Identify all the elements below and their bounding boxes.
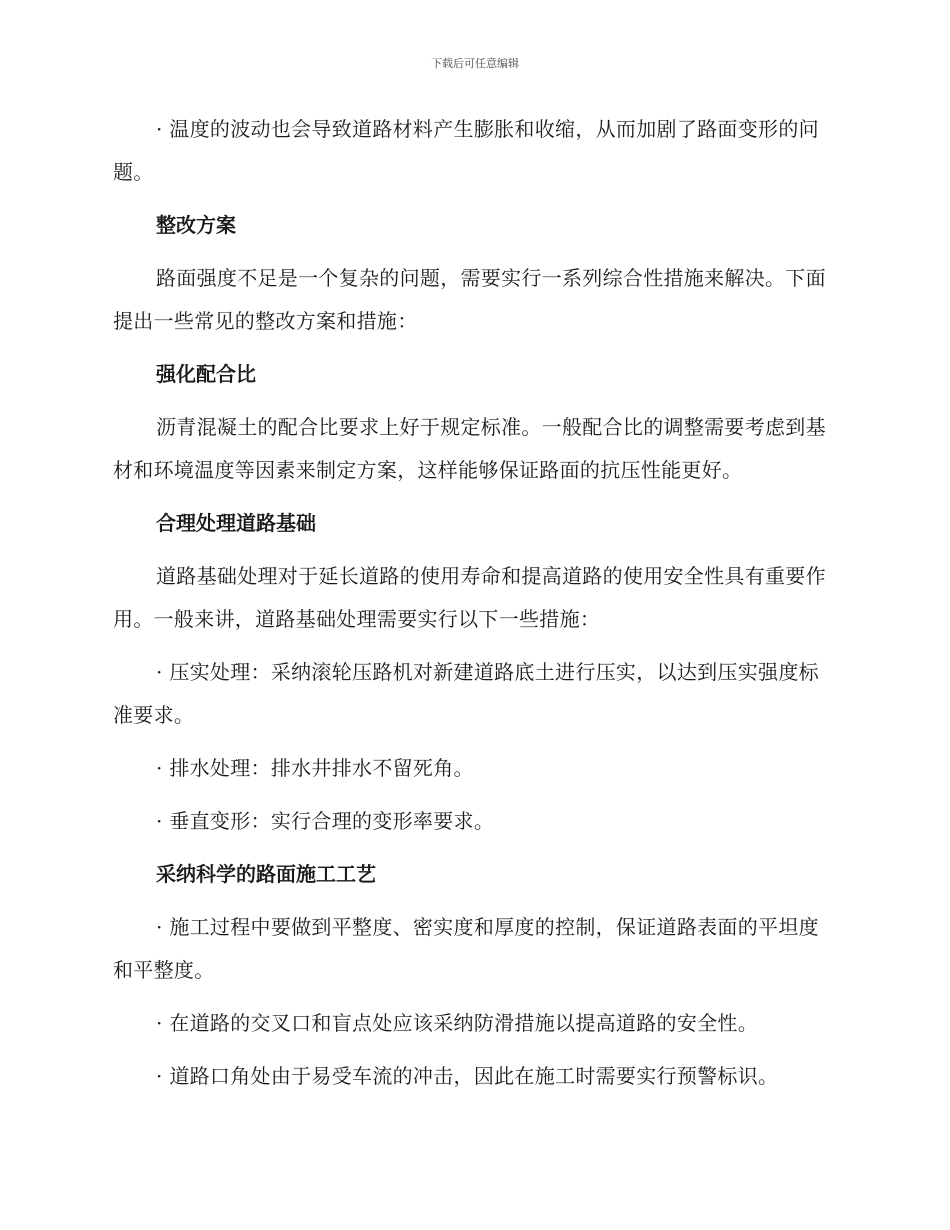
heading-construction-process: 采纳科学的路面施工工艺 bbox=[156, 862, 376, 886]
paragraph-road-foundation: 道路基础处理对于延长道路的使用寿命和提高道路的使用安全性具有重要作用。一般来讲，道路基础处理需要实行以下一些措施： bbox=[113, 564, 826, 631]
heading-road-foundation: 合理处理道路基础 bbox=[156, 511, 316, 535]
heading-mix-ratio: 强化配合比 bbox=[156, 362, 256, 386]
bullet-compaction: · 压实处理：采纳滚轮压路机对新建道路底土进行压实，以达到压实强度标准要求。 bbox=[113, 660, 819, 727]
paragraph-temperature: · 温度的波动也会导致道路材料产生膨胀和收缩，从而加剧了路面变形的问题。 bbox=[113, 117, 819, 184]
document-body bbox=[113, 108, 831, 1108]
paragraph-mix-ratio: 沥青混凝土的配合比要求上好于规定标准。一般配合比的调整需要考虑到基材和环境温度等因素来制定方案，这样能够保证路面的抗压性能更好。 bbox=[113, 415, 826, 482]
bullet-warning-signs: · 道路口角处由于易受车流的冲击，因此在施工时需要实行预警标识。 bbox=[156, 1064, 779, 1088]
page-header: 下载后可任意编辑 bbox=[431, 57, 519, 70]
bullet-anti-skid: · 在道路的交叉口和盲点处应该采纳防滑措施以提高道路的安全性。 bbox=[156, 1011, 759, 1035]
bullet-flatness-control: · 施工过程中要做到平整度、密实度和厚度的控制，保证道路表面的平坦度和平整度。 bbox=[113, 915, 819, 982]
paragraph-intro: 路面强度不足是一个复杂的问题，需要实行一系列综合性措施来解决。下面提出一些常见的整改方案和措施： bbox=[113, 266, 826, 333]
heading-rectification-plan: 整改方案 bbox=[156, 213, 236, 237]
bullet-drainage: · 排水处理：排水井排水不留死角。 bbox=[156, 756, 474, 780]
bullet-vertical-deformation: · 垂直变形：实行合理的变形率要求。 bbox=[156, 809, 495, 833]
